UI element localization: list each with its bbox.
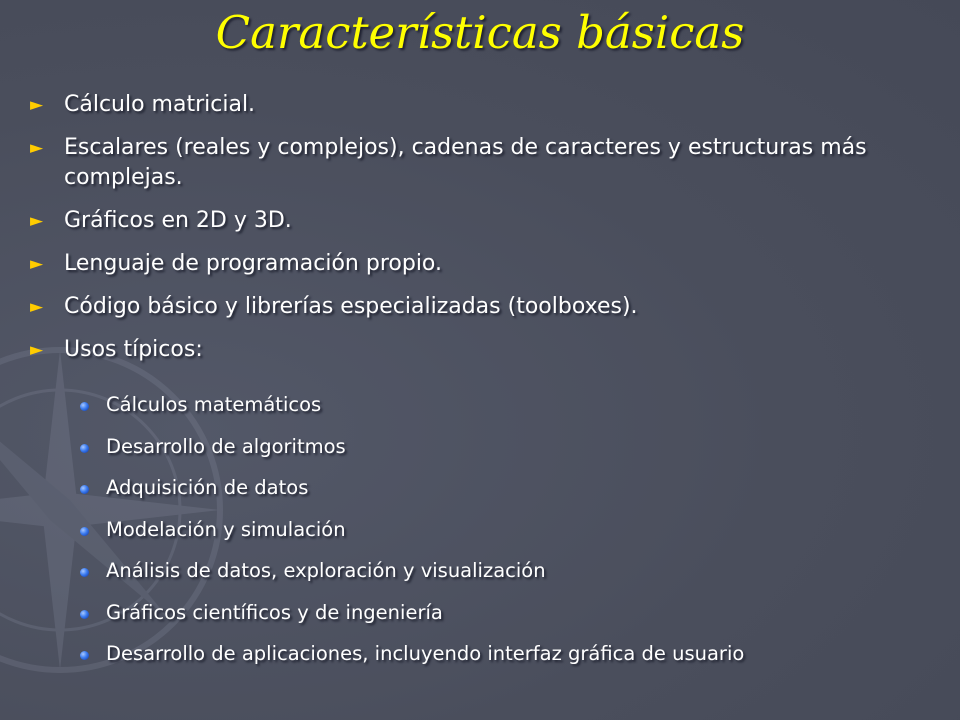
list-item	[30, 292, 930, 322]
triangle-arrow-icon: ►	[30, 340, 44, 360]
triangle-arrow-icon: ►	[30, 138, 44, 158]
blue-dot-icon	[80, 568, 89, 577]
bullet-text: Lenguaje de programación propio.	[64, 251, 442, 276]
sub-bullet-list	[80, 393, 940, 684]
list-item	[30, 335, 930, 365]
blue-dot-icon	[80, 444, 89, 453]
triangle-arrow-icon: ►	[30, 297, 44, 317]
bullet-text: Usos típicos:	[64, 337, 203, 362]
triangle-arrow-icon: ►	[30, 95, 44, 115]
triangle-arrow-icon: ►	[30, 211, 44, 231]
sub-list-item	[80, 518, 940, 542]
bullet-text: Cálculo matricial.	[64, 92, 256, 117]
sub-bullet-text: Gráficos científicos y de ingeniería	[106, 600, 443, 624]
sub-bullet-text: Análisis de datos, exploración y visualización	[106, 559, 546, 582]
sub-bullet-text: Adquisición de datos	[106, 476, 309, 499]
sub-list-item	[80, 476, 940, 500]
triangle-arrow-icon: ►	[30, 254, 44, 274]
sub-bullet-text: Modelación y simulación	[106, 517, 346, 541]
list-item	[30, 133, 930, 193]
list-item	[30, 206, 930, 236]
bullet-text: Gráficos en 2D y 3D.	[64, 208, 292, 233]
blue-dot-icon	[80, 527, 89, 536]
slide-title: Características básicas	[215, 6, 745, 59]
list-item	[30, 90, 930, 120]
list-item	[30, 249, 930, 279]
sub-bullet-text: Cálculos matemáticos	[106, 393, 322, 416]
blue-dot-icon	[80, 402, 89, 411]
blue-dot-icon	[80, 485, 89, 494]
sub-list-item	[80, 601, 940, 625]
bullet-text: Código básico y librerías especializadas (toolboxes).	[64, 294, 638, 319]
blue-dot-icon	[80, 651, 89, 660]
bullet-list	[30, 90, 930, 378]
sub-list-item	[80, 642, 940, 666]
sub-list-item	[80, 435, 940, 459]
sub-bullet-text: Desarrollo de aplicaciones, incluyendo interfaz gráfica de usuario	[106, 642, 745, 665]
blue-dot-icon	[80, 610, 89, 619]
sub-list-item	[80, 559, 940, 583]
sub-bullet-text: Desarrollo de algoritmos	[106, 434, 346, 458]
sub-list-item	[80, 393, 940, 417]
bullet-text: Escalares (reales y complejos), cadenas de caracteres y estructuras más complejas.	[64, 135, 867, 190]
